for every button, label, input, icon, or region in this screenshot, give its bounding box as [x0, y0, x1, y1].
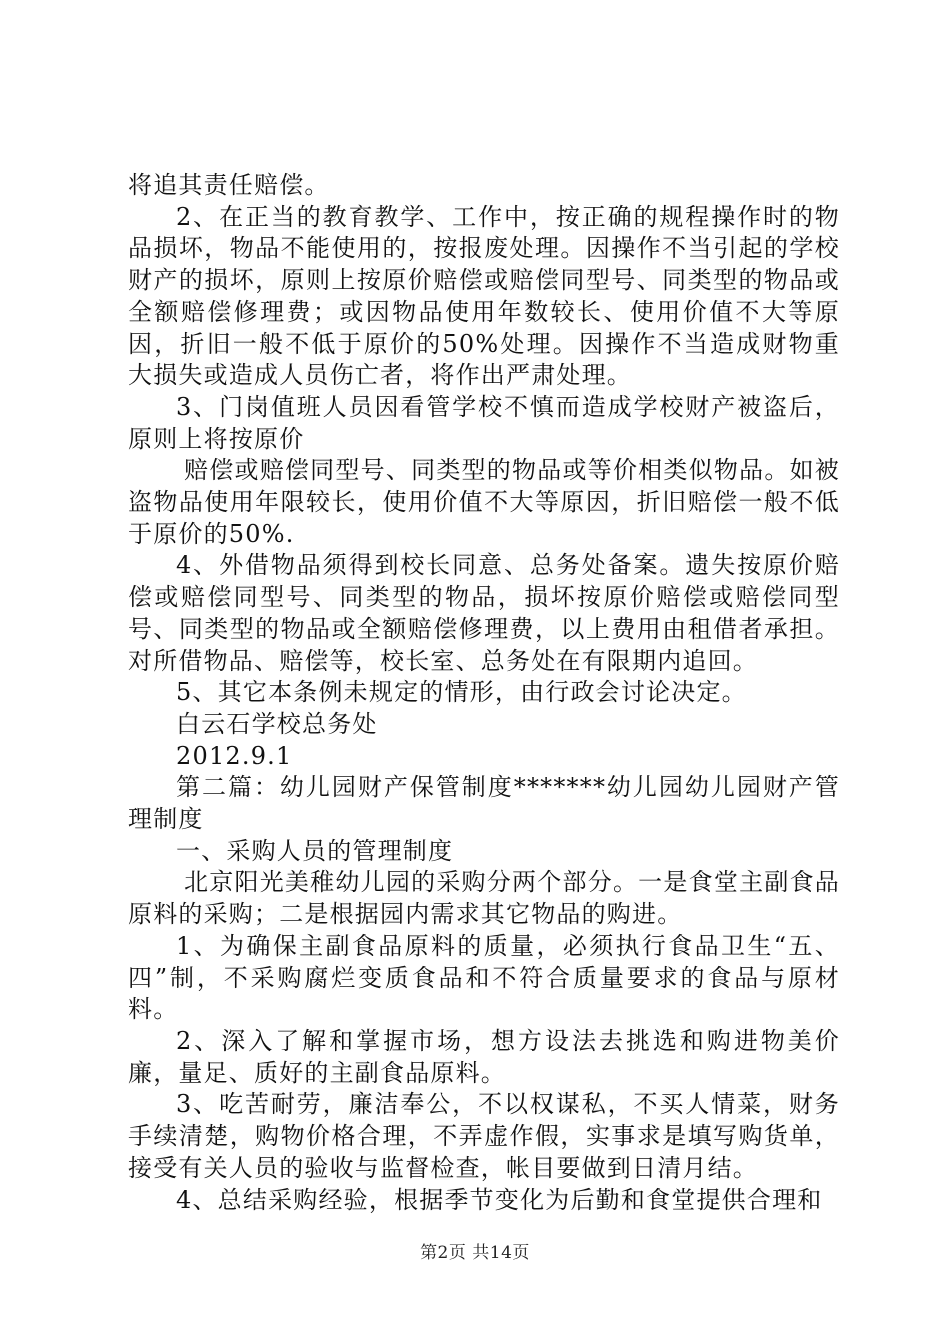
paragraph-item-3: 3、门岗值班人员因看管学校不慎而造成学校财产被盗后，原则上将按原价 [128, 392, 840, 453]
page-number-footer: 第2页 共14页 [420, 1243, 530, 1263]
paragraph-rule-1: 1、为确保主副食品原料的质量，必须执行食品卫生“五、四”制，不采购腐烂变质食品和不符合质量要求的食品与原材料。 [128, 931, 840, 1024]
signature-office: 白云石学校总务处 [176, 709, 378, 738]
paragraph-rule-2: 2、深入了解和掌握市场，想方设法去挑选和购进物美价廉，量足、质好的主副食品原料。 [128, 1026, 840, 1087]
paragraph-item-2: 2、在正当的教育教学、工作中，按正确的规程操作时的物品损坏，物品不能使用的，按报废处理。因操作不当引起的学校财产的损坏，原则上按原价赔偿或赔偿同型号、同类型的物品或全额赔偿修理费；或因物品使用年数较长、使用价值不大等原因，折旧一般不低于原价的50%处理。因操作不当造成财物重大损失或造成人员伤亡者，将作出严肃处理。 [128, 202, 840, 390]
paragraph-continuation: 将追其责任赔偿。 [128, 171, 330, 199]
signature-date: 2012.9.1 [176, 741, 293, 770]
subsection-heading: 一、采购人员的管理制度 [176, 836, 454, 865]
section-title: 第二篇：幼儿园财产保管制度*******幼儿园幼儿园财产管理制度 [128, 773, 840, 834]
paragraph-item-4: 4、外借物品须得到校长同意、总务处备案。遗失按原价赔偿或赔偿同型号、同类型的物品，损坏按原价赔偿或赔偿同型号、同类型的物品或全额赔偿修理费，以上费用由租借者承担。对所借物品、赔偿等，校长室、总务处在有限期内追回。 [128, 551, 840, 675]
paragraph-rule-3: 3、吃苦耐劳，廉洁奉公，不以权谋私，不买人情菜，财务手续清楚，购物价格合理，不弄虚作假，实事求是填写购货单，接受有关人员的验收与监督检查，帐目要做到日清月结。 [128, 1090, 840, 1182]
paragraph-rule-4: 4、总结采购经验，根据季节变化为后勤和食堂提供合理和 [176, 1185, 823, 1214]
paragraph-intro: 北京阳光美稚幼儿园的采购分两个部分。一是食堂主副食品原料的采购；二是根据园内需求其它物品的购进。 [128, 868, 840, 929]
paragraph-item-3-continued: 赔偿或赔偿同型号、同类型的物品或等价相类似物品。如被盗物品使用年限较长，使用价值不大等原因，折旧赔偿一般不低于原价的50%. [128, 456, 840, 548]
paragraph-item-5: 5、其它本条例未规定的情形，由行政会讨论决定。 [176, 678, 747, 707]
document-body [128, 170, 840, 1216]
